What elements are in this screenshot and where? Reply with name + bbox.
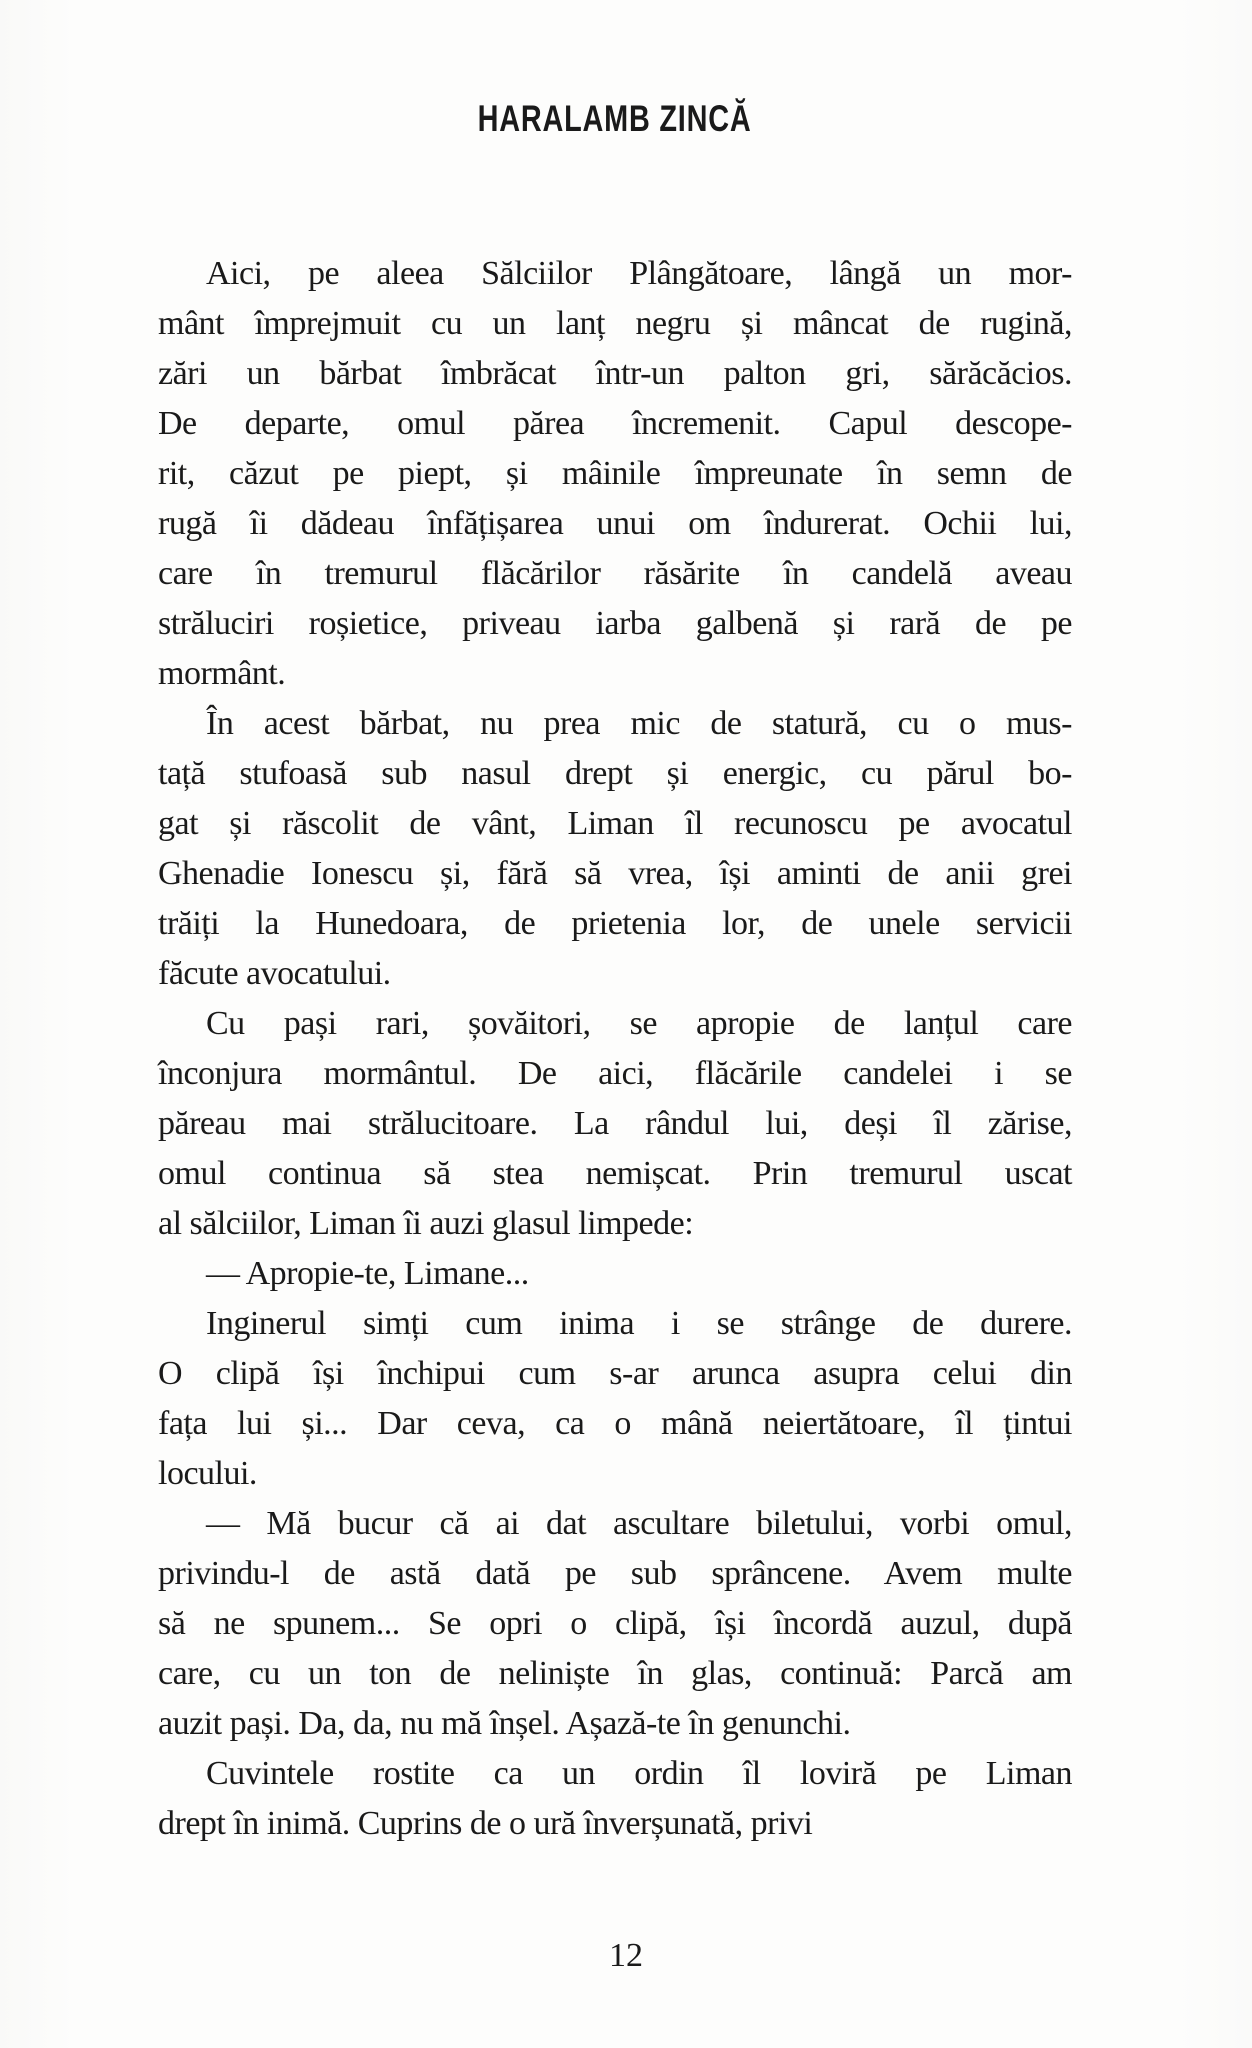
text-line: al sălciilor, Liman îi auzi glasul limpede: [158, 1205, 694, 1242]
text-line: mormânt. [158, 655, 286, 692]
text-line: păreau mai strălucitoare. La rândul lui, deși îl zărise, [158, 1105, 1072, 1142]
text-line: omul continua să stea nemișcat. Prin tremurul uscat [158, 1155, 1072, 1192]
text-line: Cu pași rari, șovăitori, se apropie de lanțul care [206, 1005, 1072, 1042]
text-line: privindu-l de astă dată pe sub sprâncene. Avem multe [158, 1555, 1072, 1592]
page-number: 12 [609, 1937, 643, 1974]
text-line: Aici, pe aleea Sălciilor Plângătoare, lângă un mor- [206, 255, 1072, 292]
text-line: Cuvintele rostite ca un ordin îl loviră pe Liman [206, 1755, 1072, 1792]
text-line: mânt împrejmuit cu un lanț negru și mâncat de rugină, [158, 305, 1072, 342]
text-line: gat și răscolit de vânt, Liman îl recunoscu pe avocatul [158, 805, 1072, 842]
text-line: zări un bărbat îmbrăcat într-un palton gri, sărăcăcios. [158, 355, 1072, 392]
text-line: În acest bărbat, nu prea mic de statură, cu o mus- [206, 705, 1072, 742]
text-line: care, cu un ton de neliniște în glas, continuă: Parcă am [158, 1655, 1072, 1692]
text-line: înconjura mormântul. De aici, flăcările candelei i se [158, 1055, 1072, 1092]
text-line: să ne spunem... Se opri o clipă, își încordă auzul, după [158, 1605, 1072, 1642]
running-header [158, 100, 1072, 137]
text-line: trăiți la Hunedoara, de prietenia lor, de unele servicii [158, 905, 1072, 942]
text-line: locului. [158, 1455, 257, 1492]
running-header-text: HARALAMB ZINCĂ [478, 98, 752, 139]
text-line: O clipă își închipui cum s-ar arunca asupra celui din [158, 1355, 1072, 1392]
text-line: făcute avocatului. [158, 955, 391, 992]
text-line: De departe, omul părea încremenit. Capul descope- [158, 405, 1072, 442]
text-line: rugă îi dădeau înfățișarea unui om îndurerat. Ochii lui, [158, 505, 1072, 542]
text-line: străluciri roșietice, priveau iarba galbenă și rară de pe [158, 605, 1072, 642]
text-line: rit, căzut pe piept, și mâinile împreunate în semn de [158, 455, 1072, 492]
text-line: fața lui și... Dar ceva, ca o mână neiertătoare, îl țintui [158, 1405, 1072, 1442]
text-line: — Mă bucur că ai dat ascultare biletului, vorbi omul, [206, 1505, 1072, 1542]
text-line: — Apropie-te, Limane... [206, 1255, 529, 1292]
body-text [158, 249, 1072, 1849]
text-line: Inginerul simți cum inima i se strânge de durere. [206, 1305, 1072, 1342]
text-line: auzit pași. Da, da, nu mă înșel. Așază-te în genunchi. [158, 1705, 851, 1742]
text-line: care în tremurul flăcărilor răsărite în candelă aveau [158, 555, 1072, 592]
text-line: tață stufoasă sub nasul drept și energic, cu părul bo- [158, 755, 1072, 792]
text-line: Ghenadie Ionescu și, fără să vrea, își aminti de anii grei [158, 855, 1072, 892]
text-line: drept în inimă. Cuprins de o ură înverșunată, privi [158, 1805, 813, 1842]
